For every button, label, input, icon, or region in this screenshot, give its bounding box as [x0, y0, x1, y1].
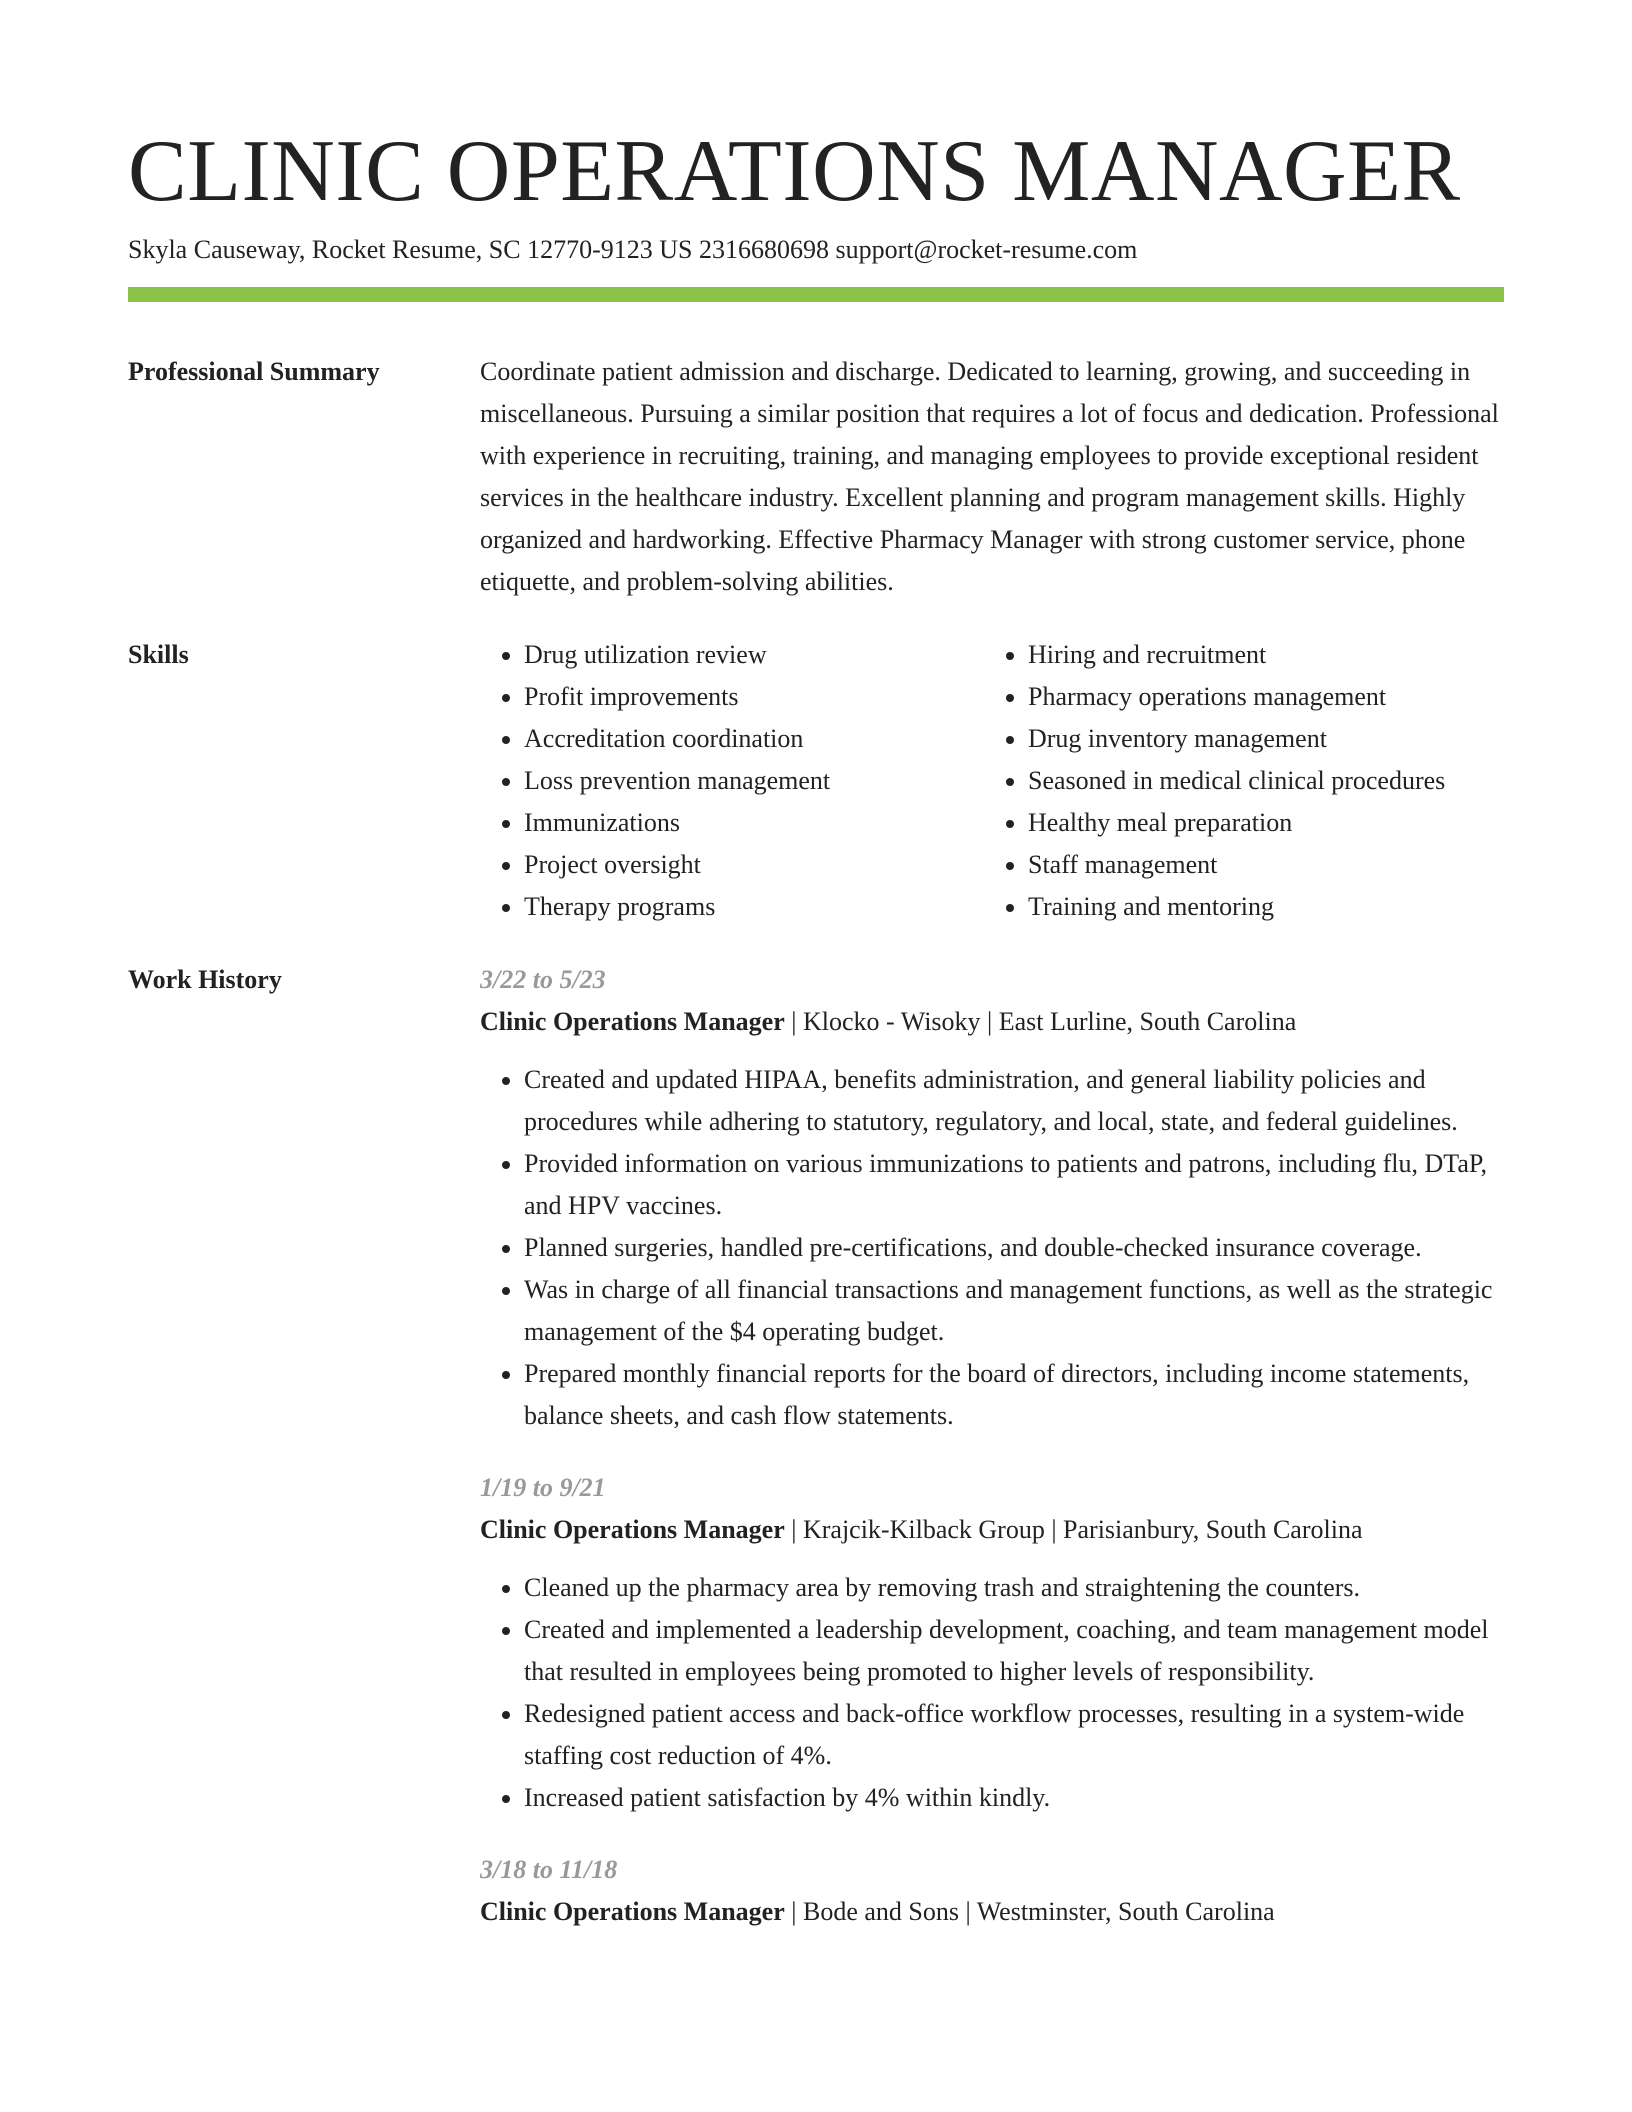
accent-divider — [128, 287, 1504, 302]
summary-section — [128, 351, 1504, 603]
job-bullet: • Cleaned up the pharmacy area by removing trash and straightening the counters. — [524, 1567, 1504, 1609]
skill-item: • Therapy programs — [524, 886, 984, 928]
skill-item: • Accreditation coordination — [524, 718, 984, 760]
skills-heading: Skills — [128, 640, 189, 669]
job-header — [480, 1001, 1504, 1043]
job-title: Clinic Operations Manager — [480, 1515, 785, 1544]
skill-item: • Drug utilization review — [524, 634, 984, 676]
job-bullets — [480, 1567, 1504, 1819]
job-entry — [480, 1467, 1504, 1819]
work-history-section — [128, 959, 1504, 1933]
job-details: | Krajcik-Kilback Group | Parisianbury, South Carolina — [784, 1515, 1363, 1544]
skills-section — [128, 634, 1504, 928]
job-details: | Klocko - Wisoky | East Lurline, South Carolina — [784, 1007, 1297, 1036]
job-bullet: • Redesigned patient access and back-office workflow processes, resulting in a system-wide staffing cost reduction of 4%. — [524, 1693, 1504, 1777]
job-bullet: • Was in charge of all financial transactions and management functions, as well as the strategic management of the $4 operating budget. — [524, 1269, 1504, 1353]
skill-item: • Loss prevention management — [524, 760, 984, 802]
contact-line: Skyla Causeway, Rocket Resume, SC 12770-9123 US 2316680698 support@rocket-resume.com — [128, 235, 1138, 264]
skill-item: • Hiring and recruitment — [1028, 634, 1488, 676]
skill-item: • Profit improvements — [524, 676, 984, 718]
work-history-heading: Work History — [128, 965, 282, 994]
resume-page — [128, 124, 1504, 1933]
job-dates: 3/18 to 11/18 — [480, 1855, 618, 1884]
job-dates: 1/19 to 9/21 — [480, 1473, 606, 1502]
job-entry — [480, 959, 1504, 1437]
skill-item: • Training and mentoring — [1028, 886, 1488, 928]
skill-item: • Project oversight — [524, 844, 984, 886]
skills-list-right — [984, 634, 1488, 928]
skill-item: • Drug inventory management — [1028, 718, 1488, 760]
job-header — [480, 1509, 1504, 1551]
skill-item: • Pharmacy operations management — [1028, 676, 1488, 718]
job-entry — [480, 1849, 1504, 1933]
skills-list-left — [480, 634, 984, 928]
skill-item: • Staff management — [1028, 844, 1488, 886]
job-title: Clinic Operations Manager — [480, 1897, 785, 1926]
job-dates: 3/22 to 5/23 — [480, 965, 606, 994]
job-bullets — [480, 1059, 1504, 1437]
summary-text: Coordinate patient admission and discharge. Dedicated to learning, growing, and succeeding in miscellaneous. Pursuing a similar position that requires a lot of focus and dedication. Professional with experience in recruiting, training, and managing employees to provide exceptional resident services in the healthcare industry. Excellent planning and program management skills. Highly organized and hardworking. Effective Pharmacy Manager with strong customer service, phone etiquette, and problem-solving abilities. — [480, 357, 1499, 596]
job-bullet: • Increased patient satisfaction by 4% within kindly. — [524, 1777, 1504, 1819]
job-bullet: • Prepared monthly financial reports for the board of directors, including income statements, balance sheets, and cash flow statements. — [524, 1353, 1504, 1437]
job-title: Clinic Operations Manager — [480, 1007, 785, 1036]
summary-heading: Professional Summary — [128, 357, 380, 386]
job-bullet: • Planned surgeries, handled pre-certifications, and double-checked insurance coverage. — [524, 1227, 1504, 1269]
resume-title: CLINIC OPERATIONS MANAGER — [128, 123, 1461, 220]
skill-item: • Immunizations — [524, 802, 984, 844]
job-details: | Bode and Sons | Westminster, South Carolina — [784, 1897, 1275, 1926]
skill-item: • Healthy meal preparation — [1028, 802, 1488, 844]
job-bullet: • Provided information on various immunizations to patients and patrons, including flu, DTaP, and HPV vaccines. — [524, 1143, 1504, 1227]
job-header — [480, 1891, 1504, 1933]
job-bullet: • Created and updated HIPAA, benefits administration, and general liability policies and procedures while adhering to statutory, regulatory, and local, state, and federal guidelines. — [524, 1059, 1504, 1143]
job-bullet: • Created and implemented a leadership development, coaching, and team management model that resulted in employees being promoted to higher levels of responsibility. — [524, 1609, 1504, 1693]
skill-item: • Seasoned in medical clinical procedures — [1028, 760, 1488, 802]
